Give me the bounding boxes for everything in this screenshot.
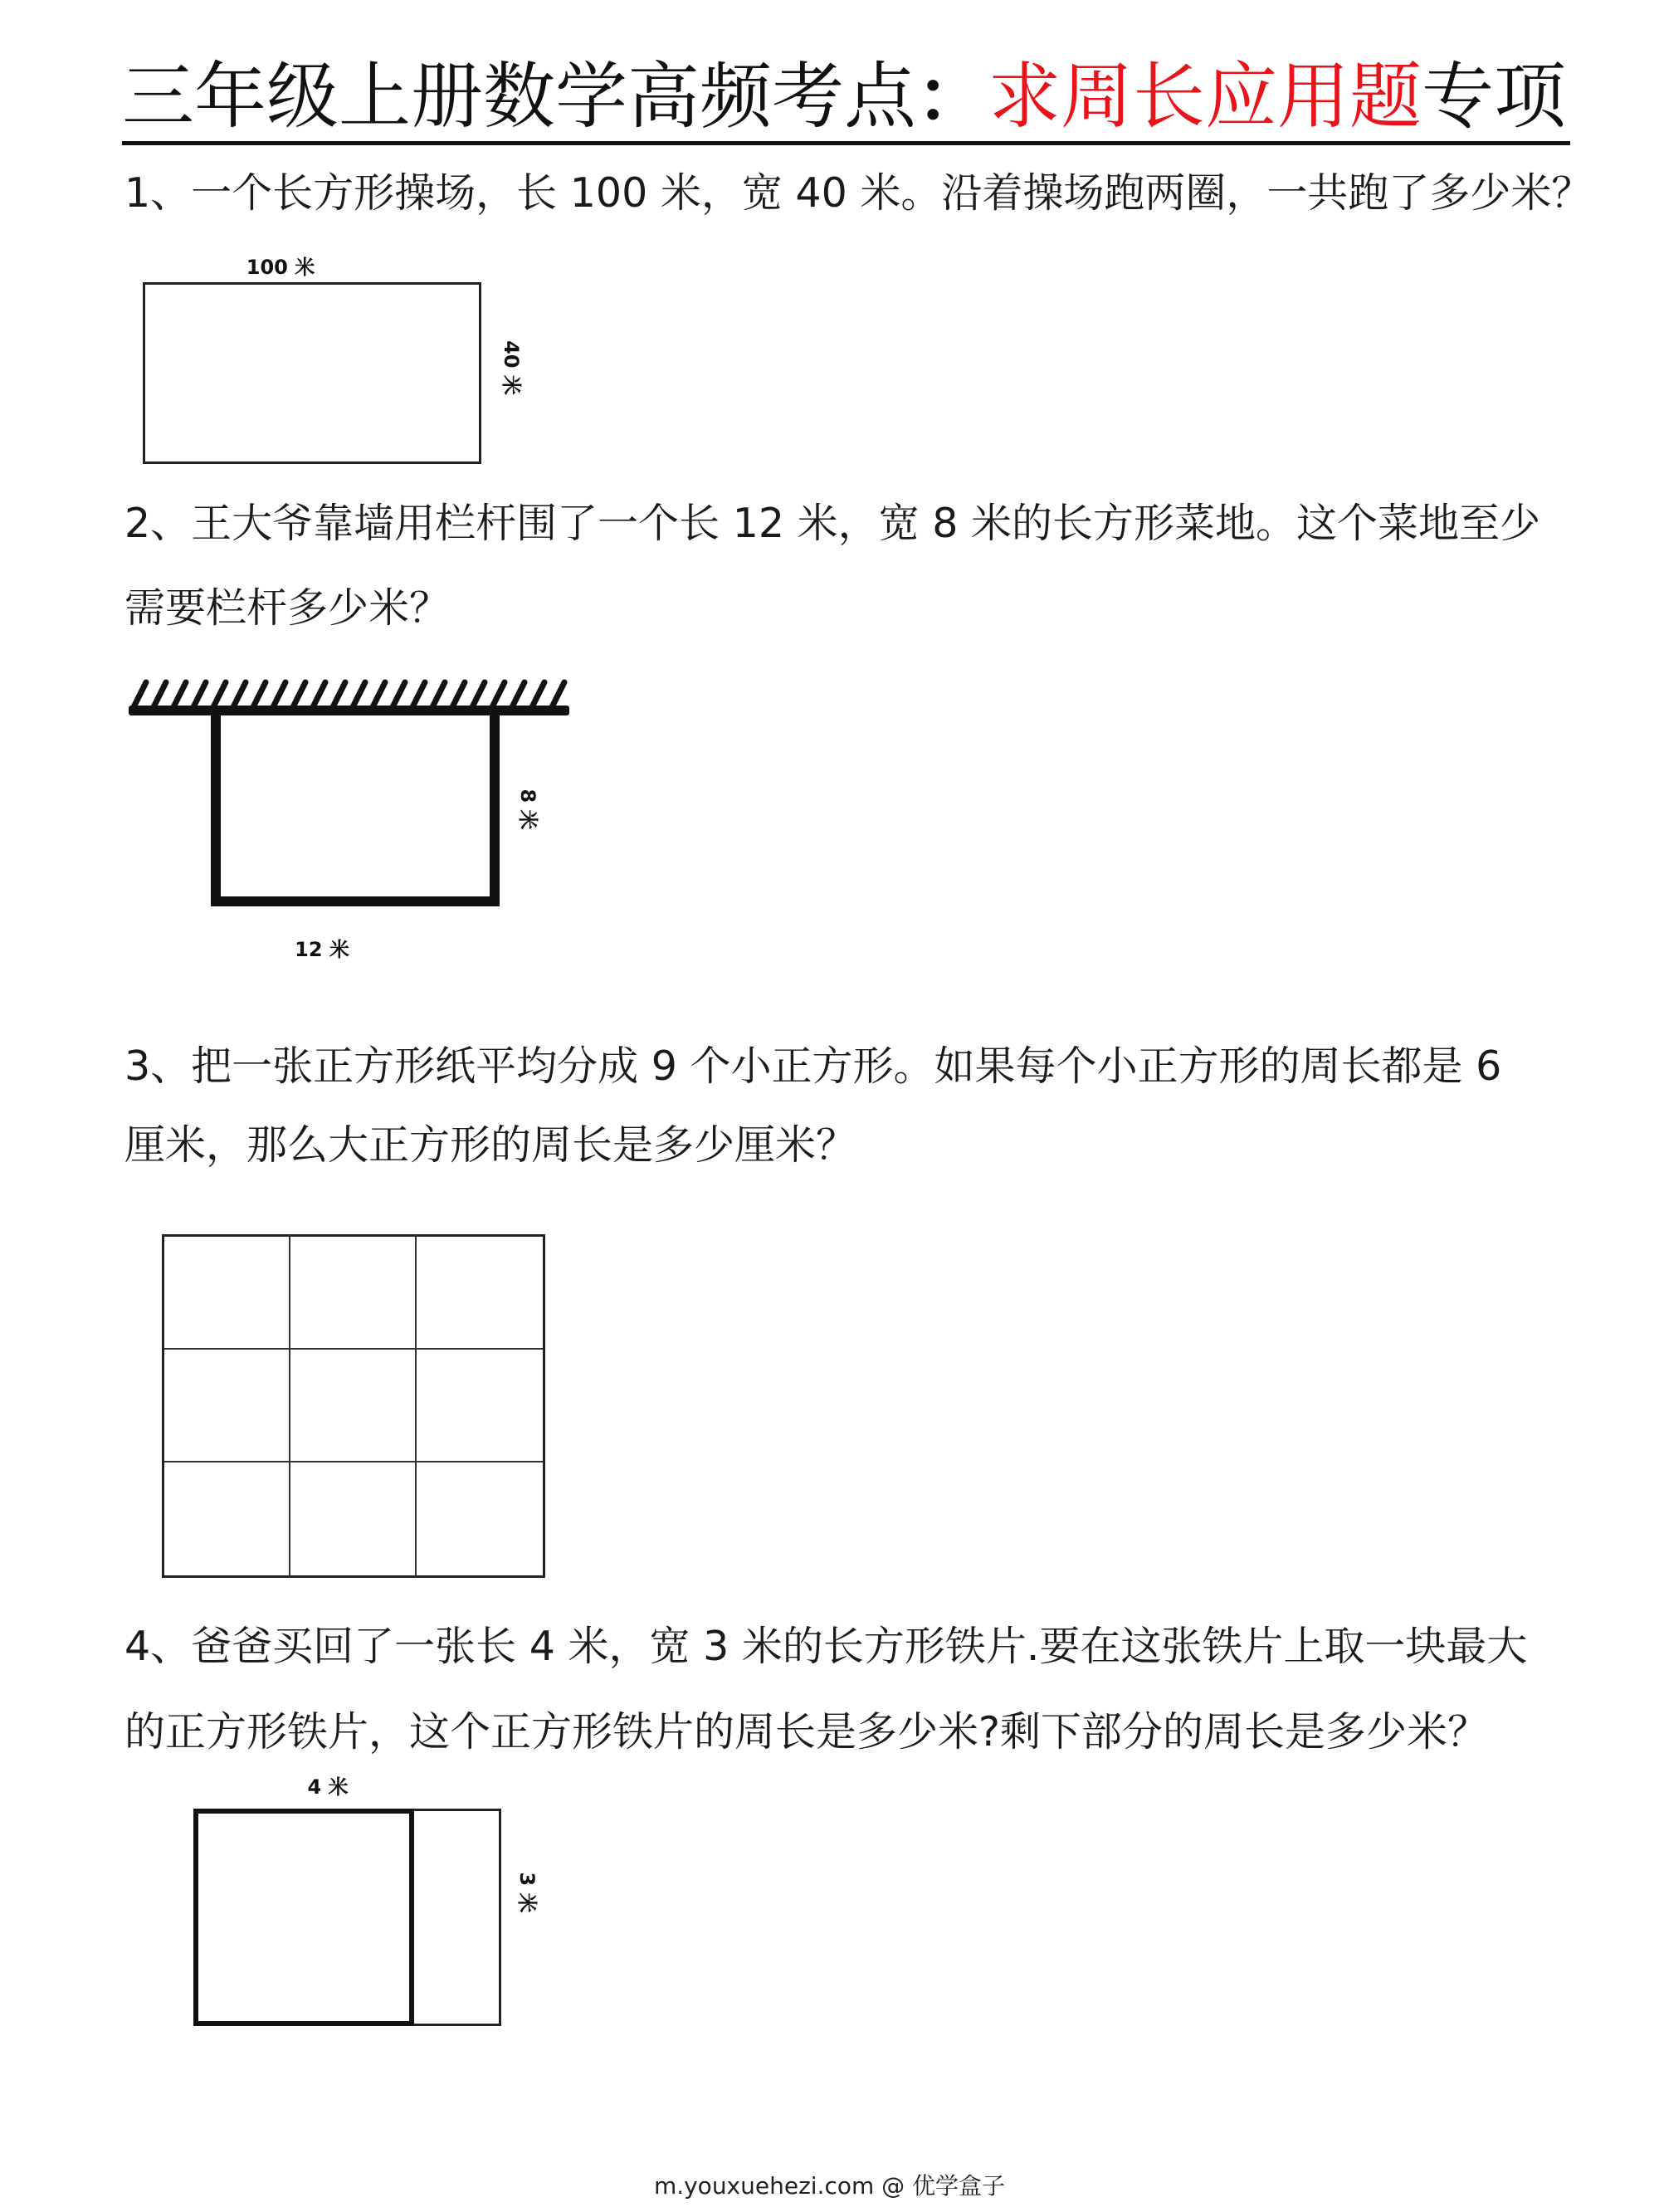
title-suffix: 专项 [1422, 54, 1566, 139]
wall-hatch-mark [392, 682, 405, 709]
question-2-width-label: 8 米 [516, 789, 539, 830]
wall-hatch-mark [193, 682, 206, 709]
wall-hatch-mark [133, 682, 146, 709]
grid-cell [417, 1350, 543, 1462]
wall-hatch-mark [332, 682, 345, 709]
grid-cell [290, 1237, 417, 1350]
wall-hatch-mark [352, 682, 365, 709]
wall-hatch-mark [232, 682, 246, 709]
grid-cell [417, 1462, 543, 1575]
wall-hatch-mark [312, 682, 325, 709]
page-title [122, 55, 1566, 138]
grid-cell [290, 1462, 417, 1575]
question-3-square-grid [162, 1234, 545, 1578]
wall-hatch-mark [551, 682, 564, 709]
wall-hatch-mark [491, 682, 505, 709]
question-1-length-label: 100 米 [246, 256, 315, 279]
wall-hatch-mark [372, 682, 385, 709]
question-1-text: 1、一个长方形操场，长 100 米，宽 40 米。沿着操场跑两圈，一共跑了多少米？ [124, 169, 1593, 217]
wall-hatch-mark [432, 682, 445, 709]
title-highlight: 求周长应用题 [988, 54, 1422, 139]
wall-hatch-mark [451, 682, 465, 709]
wall-hatch-mark [292, 682, 305, 709]
wall-hatch-mark [531, 682, 544, 709]
title-colon: ： [916, 54, 988, 139]
wall-hatch-mark [412, 682, 425, 709]
question-4-width-label: 3 米 [515, 1872, 539, 1913]
question-2-fence-rectangle [211, 707, 500, 906]
title-main: 三年级上册数学高频考点 [122, 54, 916, 139]
question-4-text-line-2: 的正方形铁片，这个正方形铁片的周长是多少米?剩下部分的周长是多少米？ [124, 1708, 1489, 1755]
question-4-length-label: 4 米 [307, 1775, 349, 1799]
wall-hatch-mark [212, 682, 226, 709]
wall-hatch-mark [272, 682, 285, 709]
question-2-text-line-2: 需要栏杆多少米？ [124, 584, 451, 632]
grid-cell [290, 1350, 417, 1462]
question-3-text-line-1: 3、把一张正方形纸平均分成 9 个小正方形。如果每个小正方形的周长都是 6 [124, 1043, 1502, 1090]
grid-cell [417, 1237, 543, 1350]
question-2-text-line-1: 2、王大爷靠墙用栏杆围了一个长 12 米，宽 8 米的长方形菜地。这个菜地至少 [124, 500, 1541, 547]
wall-hatch-mark [252, 682, 266, 709]
wall-hatch-mark [173, 682, 186, 709]
footer-source: m.youxuehezi.com @ 优学盒子 [653, 2172, 1006, 2200]
wall-hatch-mark [471, 682, 485, 709]
question-1-rectangle [143, 282, 481, 464]
grid-cell [164, 1462, 290, 1575]
question-2-length-label: 12 米 [295, 938, 349, 961]
grid-cell [164, 1350, 290, 1462]
wall-hatch-mark [511, 682, 525, 709]
question-4-text-line-1: 4、爸爸买回了一张长 4 米，宽 3 米的长方形铁片.要在这张铁片上取一块最大 [124, 1623, 1528, 1670]
question-3-text-line-2: 厘米，那么大正方形的周长是多少厘米？ [124, 1121, 857, 1169]
question-4-largest-square [193, 1809, 414, 2026]
grid-cell [164, 1237, 290, 1350]
title-underline [122, 141, 1570, 145]
question-1-width-label: 40 米 [500, 340, 523, 395]
wall-hatch-mark [153, 682, 166, 709]
